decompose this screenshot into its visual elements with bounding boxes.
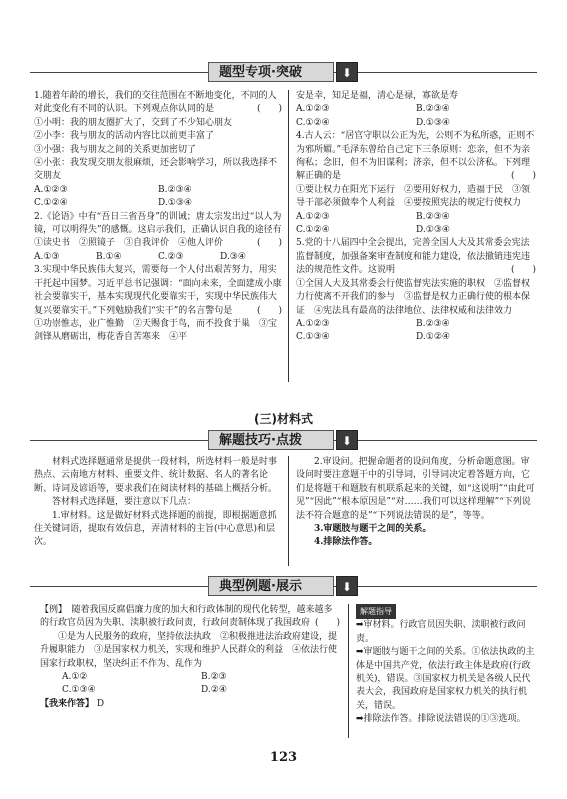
option-b: B.②③④ (158, 184, 192, 195)
option-a: A.①②③ (34, 184, 68, 195)
option-a: A.①②③ (296, 318, 330, 329)
q1-item-4: ④小张：我发现交朋友很麻烦，还会影响学习，所以我选择不交朋友 (34, 158, 278, 182)
banner-tips (0, 430, 567, 452)
option-c: C.①②④ (296, 117, 330, 128)
option-c: C.②③ (158, 251, 184, 262)
answer-paren: ( ) (314, 618, 340, 629)
question-stem: 3.实现中华民族伟大复兴，需要每一个人付出艰苦努力，用实干托起中国梦。习近平总书记强调：“面向未来，全面建成小康社会要靠实干，基本实现现代化要靠实干，实现中华民族伟大复兴要靠实干。”下列勉励我们“实干”的名言警句是 (34, 265, 282, 316)
column-divider (288, 90, 289, 382)
question-4 (296, 130, 536, 184)
example-answer (40, 698, 340, 711)
q5-items: ①全国人大及其常委会行使监督宪法实施的职权 ②监督权力行使离不开我们的参与 ③监督是权力正确行使的根本保证 ④宪法具有最高的法律地位、法律权威和法律效力 (296, 278, 531, 316)
tips-step-1: 1.审材料。这是做好材料式选择题的前提，即根据题意抓住关键词语，提取有效信息，弄清材料的主旨(中心意思)和层次。 (34, 510, 277, 548)
answer-paren: ( ) (256, 305, 282, 316)
question-1 (34, 90, 282, 117)
q2-options-row (34, 251, 282, 264)
banner-title: 解题技巧·点拨 (208, 430, 334, 450)
option-b: B.①④ (96, 251, 122, 262)
option-c: C.①②④ (34, 198, 68, 209)
column-divider (348, 604, 349, 738)
option-b: B.②③④ (416, 318, 450, 329)
q2-items: ①读史书 ②照镜子 ③自我评价 ④他人评价 (34, 238, 224, 249)
option-c: C.①②④ (296, 225, 330, 236)
example-question (40, 604, 340, 631)
guide-text: 审材料。行政官员因失职、渎职被行政问责。 (356, 620, 526, 644)
arrow-right-icon: ➡ (356, 620, 364, 631)
answer-paren: ( ) (256, 238, 282, 249)
option-c: C.①③④ (62, 685, 96, 696)
guide-step-1 (356, 619, 536, 646)
arrow-down-icon: ⬇ (336, 576, 358, 596)
tips-intro: 材料式选择题通常是提供一段材料，所选材料一般是时事热点、云南地方材料、重要文件、统计数据、名人的著名论断、诗词及谚语等，要求我们在阅读材料的基础上概括分析。 (34, 457, 278, 494)
right-column (296, 90, 536, 345)
example-options-row (40, 684, 340, 697)
question-5 (296, 237, 536, 277)
question-stem: 【例】 随着我国反腐倡廉力度的加大和行政体制的现代化转型，越来越多的行政官员因为失职、渎职被行政问责，行政问责制体现了我国政府 (40, 605, 333, 629)
tips-lead: 答材料式选择题，要注意以下几点： (52, 497, 197, 508)
q5-options-row (296, 318, 536, 331)
option-d: D.①③④ (158, 198, 192, 209)
answer-label: 【我来作答】 (40, 698, 95, 709)
section-title: (三)材料式 (254, 412, 313, 426)
arrow-down-icon: ⬇ (336, 62, 358, 82)
answer-paren: ( ) (256, 104, 282, 115)
q4-options-row (296, 224, 536, 237)
option-d: D.①③④ (416, 225, 450, 236)
tips-step-2: 2.审设问。把握命题者的设问角度，分析命题意图。审设问时要注意题干中的引导词，引导词决定着答题方向，它们是将题干和题肢有机联系起来的关键，如“这说明”“由此可见”“因此”“根本原因是”“对……我们可以这样理解”“下列说法不符合题意的是”“下列说法错误的是”，等等。 (296, 457, 535, 521)
option-d: D.③④ (220, 251, 246, 262)
option-a: A.①②③ (296, 104, 330, 115)
q3-continued: 安是幸，知足是福，清心是禄，寡欲是寿 (296, 91, 459, 101)
banner-title: 题型专项·突破 (208, 62, 334, 82)
guide-text: 排除法作答。排除说法错误的①③选项。 (363, 714, 526, 725)
option-a: A.①② (62, 672, 88, 683)
option-d: D.②④ (201, 685, 227, 696)
banner-example (0, 576, 567, 598)
banner-question-types (0, 62, 567, 84)
option-b: B.②③④ (416, 104, 450, 115)
q3-options-row (296, 103, 536, 116)
q4-options-row (296, 211, 536, 224)
option-c: C.①③④ (296, 332, 330, 343)
q3-options-row (296, 117, 536, 130)
guide-step-2 (356, 646, 536, 713)
option-d: D.①③④ (416, 117, 450, 128)
answer-paren: ( ) (510, 171, 536, 182)
q1-item-3: ③小强：我与朋友之间的关系更加密切了 (34, 144, 197, 155)
answer-value: D (96, 698, 105, 709)
question-stem: 1.随着年龄的增长，我们的交往范围在不断地变化，不同的人对此变化有不同的认识。下列观点你认同的是 (34, 91, 277, 115)
page-number: 123 (269, 750, 298, 765)
q1-options-row (34, 184, 282, 197)
tips-left (34, 456, 282, 550)
option-b: B.②③ (201, 672, 227, 683)
guide-step-3 (356, 713, 536, 726)
tips-step-4: 4.排除法作答。 (314, 537, 378, 548)
question-stem: 4.古人云：“居官守职以公正为先，公则不为私所惑，正则不为邪所媚。”毛泽东曾给自己定下三条原则：恋亲，但不为亲徇私；念旧，但不为旧谋利；济亲，但不以公济私。下列理解正确的是 (296, 131, 535, 182)
tips-right (296, 456, 536, 550)
q1-item-2: ②小李：我与朋友的活动内容比以前更丰富了 (34, 131, 215, 142)
guide-tag: 解题指导 (356, 604, 396, 619)
arrow-down-icon: ⬇ (336, 430, 358, 450)
banner-title: 典型例题·展示 (208, 576, 334, 596)
arrow-right-icon: ➡ (356, 714, 364, 725)
option-a: A.①②③ (296, 211, 330, 222)
option-d: D.①②④ (416, 332, 450, 343)
q1-item-1: ①小明：我的朋友圈扩大了，交到了不少知心朋友 (34, 117, 233, 128)
answer-paren: ( ) (510, 265, 536, 276)
left-column (34, 90, 282, 345)
q3-items: ①功崇惟志，业广惟勤 ②天赐食于鸟，而不投食于巢 ③宝剑锋从磨砺出，梅花香自苦寒来 ④平 (34, 318, 278, 343)
question-stem: 5.党的十八届四中全会提出，完善全国人大及其常委会宪法监督制度，加强备案审查制度和能力建设，依法撤销违宪违法的规范性文件。这说明 (296, 238, 531, 276)
example-options-row (40, 671, 340, 684)
question-stem: 2.《论语》中有“吾日三省吾身”的训诫；唐太宗发出过“以人为镜，可以明得失”的感慨。这启示我们，正确认识自我的途径有 (34, 211, 282, 236)
question-3 (34, 264, 282, 318)
arrow-right-icon: ➡ (356, 647, 364, 658)
tips-step-3: 3.审题肢与题干之间的关系。 (314, 524, 432, 535)
option-b: B.②③④ (416, 211, 450, 222)
option-a: A.①③ (34, 251, 60, 262)
q1-options-row (34, 197, 282, 210)
example (40, 604, 340, 711)
solution-guide (356, 604, 536, 727)
q4-items: ①要让权力在阳光下运行 ②要用好权力，造福于民 ③领导干部必须做奉个人利益 ④要按照宪法的规定行使权力 (296, 184, 531, 209)
guide-text: 审题肢与题干之间的关系。①依法执政的主体是中国共产党，依法行政主体是政府(行政机关)，错误。③国家权力机关是各级人民代表大会，我国政府是国家权力机关的执行机关，错误。 (356, 647, 535, 711)
guide-tag-row (356, 604, 536, 619)
column-divider (288, 456, 289, 566)
example-items: ①是为人民服务的政府，坚持依法执政 ②积极推进法治政府建设，提升履职能力 ③是国家权力机关，实现和维护人民群众的利益 ④依法行使国家行政职权，坚决纠正不作为、乱作为 (40, 631, 338, 669)
q5-options-row (296, 331, 536, 344)
